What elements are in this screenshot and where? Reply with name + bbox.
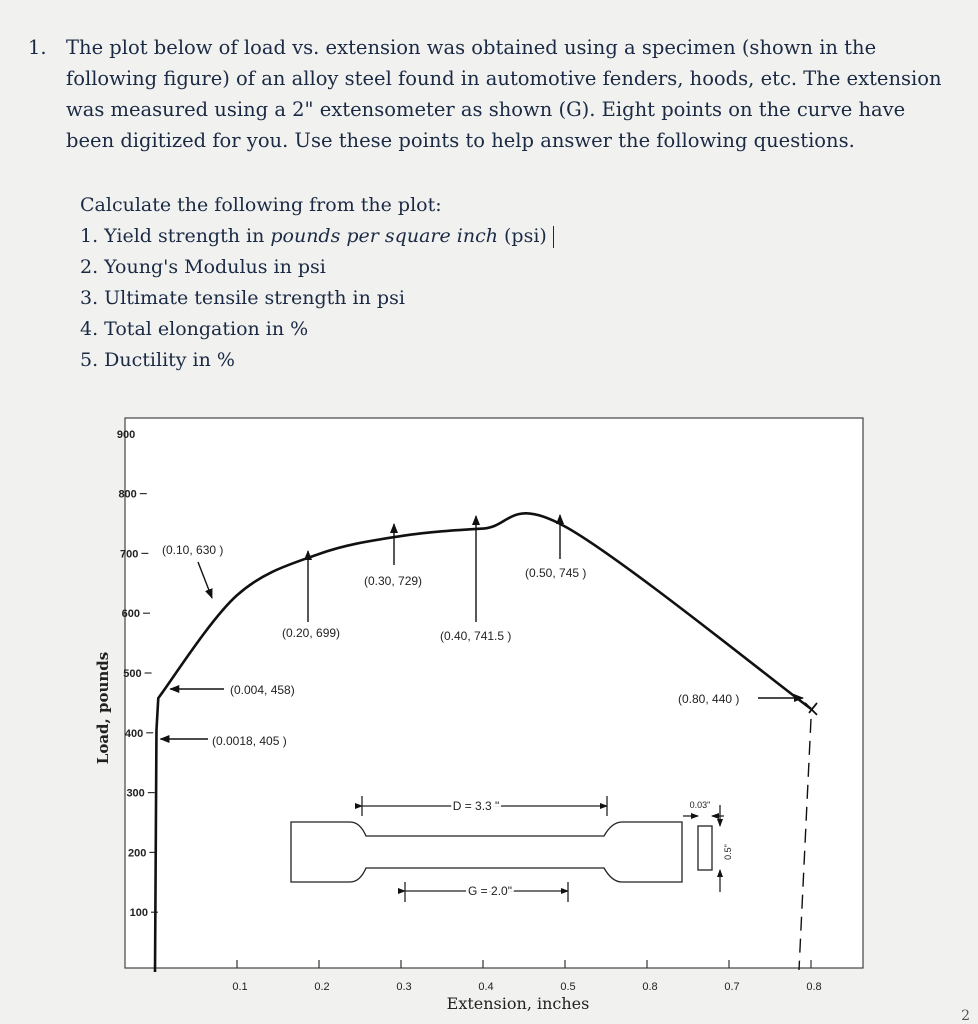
y-tick-label-500: 500 bbox=[123, 668, 142, 680]
y-tick-label-400: 400 bbox=[124, 727, 144, 740]
question-3: 3. Ultimate tensile strength in psi bbox=[80, 287, 405, 309]
y-axis-label: Load, pounds bbox=[94, 651, 112, 765]
x-tick-label-7: 0.7 bbox=[724, 981, 740, 993]
x-tick-label-1: 0.1 bbox=[232, 981, 248, 993]
d-dimension-label: D = 3.3 " bbox=[452, 799, 500, 813]
question-intro: Calculate the following from the plot: bbox=[80, 194, 442, 216]
width-label: 0.5" bbox=[723, 844, 733, 860]
y-tick-label-200: 200 bbox=[128, 847, 147, 860]
y-tick-label-900: 900 bbox=[116, 428, 136, 441]
x-tick-label-2: 0.2 bbox=[314, 981, 330, 993]
x-tick-label-3: 0.3 bbox=[396, 981, 412, 993]
question-4: 4. Total elongation in % bbox=[80, 318, 309, 340]
annotation-0-004-label: (0.004, 458) bbox=[230, 683, 295, 697]
problem-text: The plot below of load vs. extension was obtained using a specimen (shown in the following figure) of an alloy steel found in automotive fenders, hoods, etc. The extension was measured using a 2" extensometer as shown (G). Eight points on the curve have been digitized for you. Use these points to help answer the following questions. bbox=[66, 36, 942, 152]
annotation-0-2-label: (0.20, 699) bbox=[282, 626, 341, 640]
annotation-0-8-label: (0.80, 440 ) bbox=[678, 692, 740, 706]
x-tick-label-8: 0.8 bbox=[806, 981, 822, 993]
x-tick-label-6: 0.8 bbox=[642, 981, 658, 993]
g-dimension-label: G = 2.0" bbox=[468, 884, 512, 898]
y-tick-label-800: 800 bbox=[118, 488, 137, 501]
annotation-0-3-label: (0.30, 729) bbox=[364, 574, 423, 588]
thickness-label: 0.03" bbox=[689, 800, 711, 810]
question-2: 2. Young's Modulus in psi bbox=[80, 256, 326, 278]
x-tick-label-5: 0.5 bbox=[560, 981, 576, 993]
y-tick-label-700: 700 bbox=[120, 548, 139, 561]
annotation-0-0018-label: (0.0018, 405 ) bbox=[212, 734, 287, 748]
y-tick-label-100: 100 bbox=[129, 907, 148, 920]
problem-number: 1. bbox=[28, 36, 47, 59]
x-axis-label: Extension, inches bbox=[446, 994, 590, 1013]
annotation-0-5-label: (0.50, 745 ) bbox=[525, 566, 587, 580]
question-1: 1. Yield strength in pounds per square inch (psi) bbox=[80, 221, 554, 252]
annotation-0-1-label: (0.10, 630 ) bbox=[162, 543, 224, 557]
page-mark: 2 bbox=[961, 1008, 970, 1024]
question-5: 5. Ductility in % bbox=[80, 349, 235, 371]
y-tick-label-300: 300 bbox=[126, 787, 145, 800]
x-tick-label-4: 0.4 bbox=[478, 981, 494, 993]
y-tick-label-600: 600 bbox=[121, 608, 140, 621]
annotation-0-4-label: (0.40, 741.5 ) bbox=[440, 629, 512, 643]
